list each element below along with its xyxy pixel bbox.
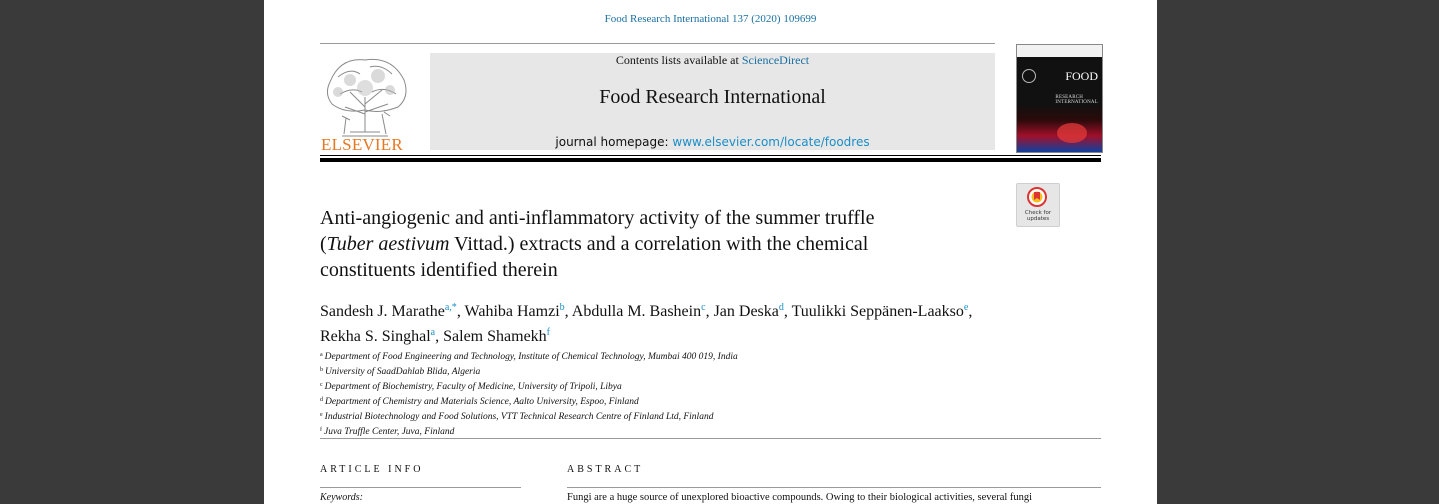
journal-cover-thumbnail[interactable] <box>1016 44 1103 153</box>
author-affiliation-link[interactable]: d <box>778 302 784 313</box>
contents-line <box>430 53 995 68</box>
article-info-heading: ARTICLE INFO <box>320 464 424 475</box>
affiliation <box>320 409 1020 424</box>
author-name: Tuulikki Seppänen-Laakso <box>791 303 964 320</box>
crossmark-icon <box>1027 187 1047 207</box>
running-head[interactable]: Food Research International 137 (2020) 109699 <box>604 13 817 25</box>
affiliation <box>320 364 1020 379</box>
cover-image-glow <box>1057 123 1087 143</box>
article-info-rule <box>320 487 521 488</box>
affiliation-text: Department of Biochemistry, Faculty of Medicine, University of Tripoli, Libya <box>324 382 622 392</box>
abstract-heading: ABSTRACT <box>567 464 644 475</box>
cover-seal-icon <box>1022 69 1036 83</box>
article-title <box>320 205 980 283</box>
article-title-line1: Anti-angiogenic and anti-inflammatory activity of the summer truffle <box>320 207 875 229</box>
check-updates-line1: Check for <box>1024 210 1052 216</box>
author-separator: , <box>783 303 792 320</box>
affiliation <box>320 424 1020 439</box>
affiliation-key: f <box>320 427 322 433</box>
sciencedirect-link[interactable]: ScienceDirect <box>741 53 810 67</box>
affiliation-key: d <box>320 397 323 403</box>
author <box>465 303 572 320</box>
author <box>320 328 443 345</box>
homepage-line <box>430 135 995 149</box>
cover-subtitle <box>1055 95 1098 105</box>
author-name: Wahiba Hamzi <box>464 303 560 320</box>
affiliation-key: b <box>320 367 323 373</box>
affiliation-text: University of SaadDahlab Blida, Algeria <box>325 367 481 377</box>
affiliation <box>320 394 1020 409</box>
banner-thick-rule <box>320 158 1101 162</box>
author-affiliation-link[interactable]: c <box>701 302 706 313</box>
title-line2-rest: Vittad.) extracts and a correlation with the chemical <box>449 233 869 255</box>
article-title-line2 <box>320 231 980 257</box>
journal-title: Food Research International <box>599 86 826 108</box>
affiliation-text: Department of Chemistry and Materials Science, Aalto University, Espoo, Finland <box>325 397 639 407</box>
author-name: Rekha S. Singhal <box>320 328 431 345</box>
check-updates-label <box>1017 210 1059 222</box>
contents-prefix: Contents lists available at <box>615 53 739 67</box>
cover-title-line3: INTERNATIONAL <box>1055 100 1098 105</box>
article-title-line3: constituents identified therein <box>320 259 558 281</box>
author-name: Salem Shamekh <box>443 328 547 345</box>
homepage-prefix: journal homepage: <box>555 135 669 149</box>
author-separator: , <box>968 303 973 320</box>
cover-title-line2: RESEARCH <box>1055 95 1084 100</box>
affiliation-key: c <box>320 382 323 388</box>
keywords-label: Keywords: <box>320 492 363 503</box>
journal-homepage-link[interactable]: www.elsevier.com/locate/foodres <box>672 135 870 149</box>
author-affiliation-link[interactable]: e <box>963 302 969 313</box>
affiliation-list <box>320 349 1020 439</box>
author-affiliation-link[interactable]: b <box>559 302 565 313</box>
publisher-wordmark[interactable]: ELSEVIER <box>321 135 403 154</box>
author <box>792 303 973 320</box>
author-separator: , <box>564 303 572 320</box>
abstract-rule <box>567 487 1101 488</box>
author-separator: , <box>435 328 444 345</box>
check-updates-line2: updates <box>1026 216 1050 222</box>
affiliation-key: a <box>320 352 323 358</box>
affiliation <box>320 379 1020 394</box>
cover-title-line1: FOOD <box>1065 69 1098 83</box>
affiliation <box>320 349 1020 364</box>
affiliation-key: e <box>320 412 323 418</box>
author-separator: , <box>705 303 714 320</box>
author-name: Sandesh J. Marathe <box>320 303 445 320</box>
author <box>443 328 550 345</box>
affiliation-text: Industrial Biotechnology and Food Solutions, VTT Technical Research Centre of Finland Ltd, Finland <box>324 412 714 422</box>
abstract-text: Fungi are a huge source of unexplored bioactive compounds. Owing to their biological activities, several fungi <box>567 492 1033 503</box>
author <box>320 303 465 320</box>
affiliation-text: Department of Food Engineering and Technology, Institute of Chemical Technology, Mumbai 400 019, India <box>324 352 738 362</box>
author-separator: , <box>456 303 465 320</box>
title-paren: ( <box>320 233 327 255</box>
check-for-updates-button[interactable] <box>1016 183 1060 227</box>
affiliation-text: Juva Truffle Center, Juva, Finland <box>324 427 455 437</box>
author-list <box>320 297 1010 347</box>
species-name: Tuber aestivum <box>326 233 450 255</box>
cover-top-stripe <box>1017 45 1102 57</box>
header-rule <box>320 43 995 44</box>
author <box>714 303 792 320</box>
journal-banner <box>430 53 995 150</box>
author-affiliation-link[interactable]: a,* <box>444 302 457 313</box>
pdf-page <box>264 0 1157 504</box>
author <box>572 303 714 320</box>
author-name: Abdulla M. Bashein <box>571 303 702 320</box>
affiliations-rule <box>320 438 1101 439</box>
author-name: Jan Deska <box>713 303 779 320</box>
cover-title <box>1065 71 1098 82</box>
author-affiliation-link[interactable]: a <box>430 327 436 338</box>
banner-thin-rule <box>320 155 1101 156</box>
author-affiliation-link[interactable]: f <box>546 327 551 338</box>
